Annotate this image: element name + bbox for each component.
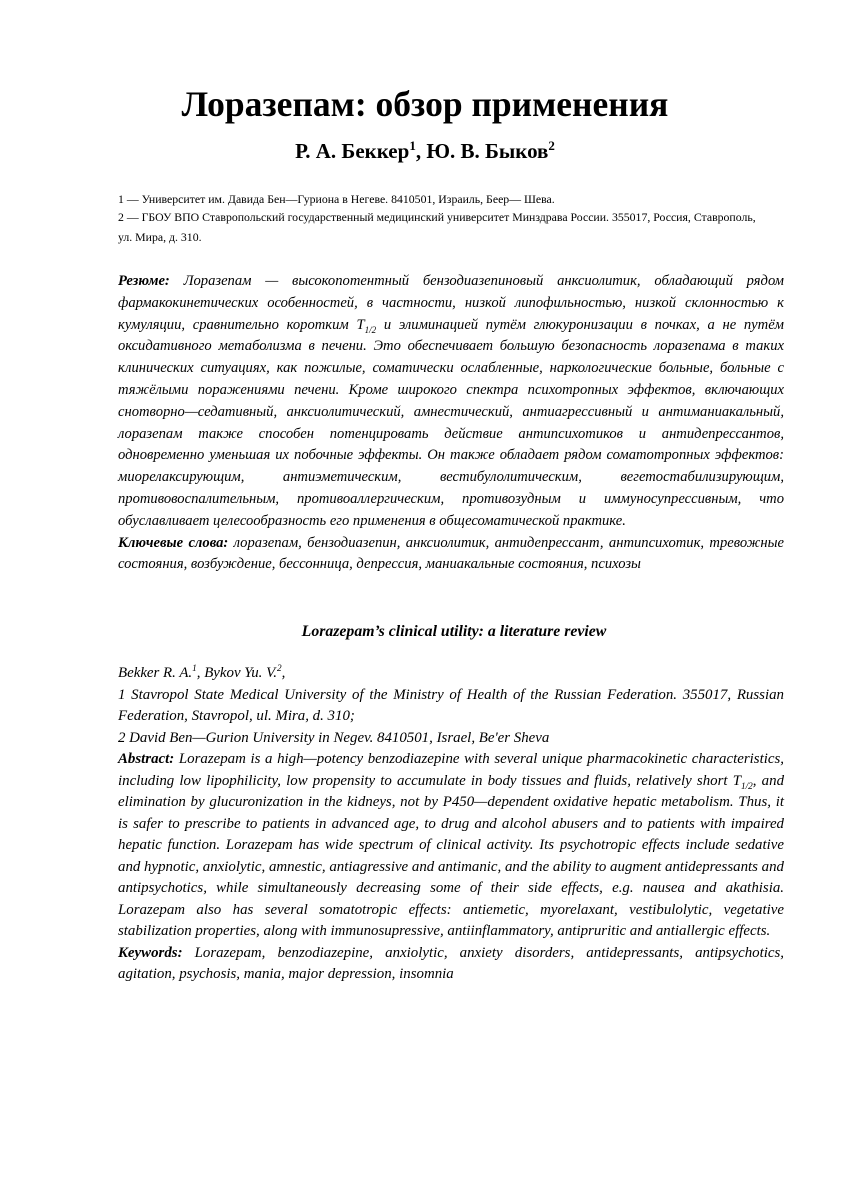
paper-title: Лоразепам: обзор применения (181, 84, 669, 124)
author-1-affiliation-mark: 1 (409, 138, 416, 153)
author-separator: , (415, 139, 427, 163)
resume-text-2: и элиминацией путём глюкуронизации в почках, а не путём оксидативного метаболизма в печени. Это обеспечивает большую безопасность лоразепама в таких клинических ситуациях, как пожилые, соматически ослабленные, наркологические больные, больные с тяжёлыми поражениями печени. Кроме широкого спектра психотропных эффектов, включающих снотворно—седативный, анксиолитический, амнестический, антиагрессивный и антиманиакальный, лоразепам также способен потенцировать действие антипсихотиков и антидепрессантов, одновременно уменьшая их побочные эффекты. Он также обладает рядом соматотропных эффектов: миорелаксирующим, антиэметическим, вестибулолитическим, вегетостабилизирующим, противовоспалительным, противоаллергическим, противозудным и иммуносупрессивным, что обуславливает целесообразность его применения в общесоматической практике. (118, 316, 784, 529)
affiliation-1: 1 — Университет им. Давида Бен—Гуриона в Негеве. 8410501, Израиль, Беер— Шева. (118, 192, 555, 206)
author-1: Р. А. Беккер (295, 139, 410, 163)
keywords-en-text: Lorazepam, benzodiazepine, anxiolytic, anxiety disorders, antidepressants, antipsychotics, agitation, psychosis, mania, major depression, insomnia (118, 944, 784, 982)
english-authors-end: , (281, 665, 286, 681)
abstract-label: Abstract: (118, 751, 175, 767)
resume-text-1: Лоразепам — высокопотентный бензодиазепиновый анксиолитик, обладающий рядом фармакокинетических особенностей, в частности, низкой липофильностью, низкой склонностью к кумуляции, сравнительно коротким T (118, 273, 784, 333)
russian-abstract (118, 271, 784, 576)
english-title: Lorazepam’s clinical utility: a literature review (301, 623, 607, 640)
author-2: Ю. В. Быков (426, 139, 549, 163)
author-2-affiliation-mark: 2 (548, 138, 555, 153)
abstract-text-1: Lorazepam is a high—potency benzodiazepine with several unique pharmacokinetic characteristics, including low lipophilicity, low propensity to accumulate in body tissues and fluids, relatively short T (118, 751, 784, 789)
english-authors (118, 663, 784, 685)
english-author-1: Bekker R. A. (118, 665, 193, 681)
keywords-en-paragraph (118, 943, 784, 986)
resume-label: Резюме: (118, 273, 170, 289)
keywords-en-label: Keywords: (118, 944, 183, 961)
english-affiliation-1: 1 Stavropol State Medical University of the Ministry of Health of the Russian Federation. 355017, Russian Federation, Stavropol, ul. Mira, d. 310; (118, 686, 784, 724)
resume-t-half-subscript: 1/2 (364, 324, 377, 335)
resume-paragraph (118, 271, 784, 533)
english-author-2: , Bykov Yu. V. (196, 665, 277, 681)
english-affiliation-2: 2 David Ben—Gurion University in Negev. 8410501, Israel, Be'er Sheva (118, 729, 550, 746)
abstract-text-2: , and elimination by glucuronization in the kidneys, not by P450—dependent oxidative hepatic metabolism. Thus, it is safer to prescribe to patients in advanced age, to drug and alcohol abusers and to patients with impaired hepatic function. Lorazepam has wide spectrum of clinical activity. Its psychotropic effects include sedative and hypnotic, anxiolytic, amnestic, antiagressive and antimanic, and the ability to augment antidepressants and antipsychotics, while simultaneously decreasing some of their side effects, e.g. nausea and akathisia. Lorazepam also has several somatotropic effects: antiemetic, myorelaxant, vestibulolytic, vegetative stabilization properties, along with immunosupressive, antiinflammatory, antipruritic and antiallergic effects. (118, 772, 785, 939)
english-author-1-mark: 1 (192, 663, 197, 674)
keywords-ru-text: лоразепам, бензодиазепин, анксиолитик, антидепрессант, антипсихотик, тревожные состояния, возбуждение, бессонница, депрессия, маниакальные состояния, психозы (118, 534, 784, 573)
author-line (0, 136, 850, 166)
abstract-t-half-subscript: 1/2 (741, 780, 753, 791)
english-author-2-mark: 2 (277, 663, 282, 674)
affiliation-2: 2 — ГБОУ ВПО Ставропольский государственный медицинский университет Минздрава России. 355017, Россия, Ставрополь, ул. Мира, д. 310. (118, 210, 756, 244)
abstract-paragraph (118, 749, 784, 943)
keywords-ru-label: Ключевые слова: (118, 534, 229, 551)
keywords-ru-paragraph (118, 533, 784, 577)
english-abstract (118, 663, 784, 986)
